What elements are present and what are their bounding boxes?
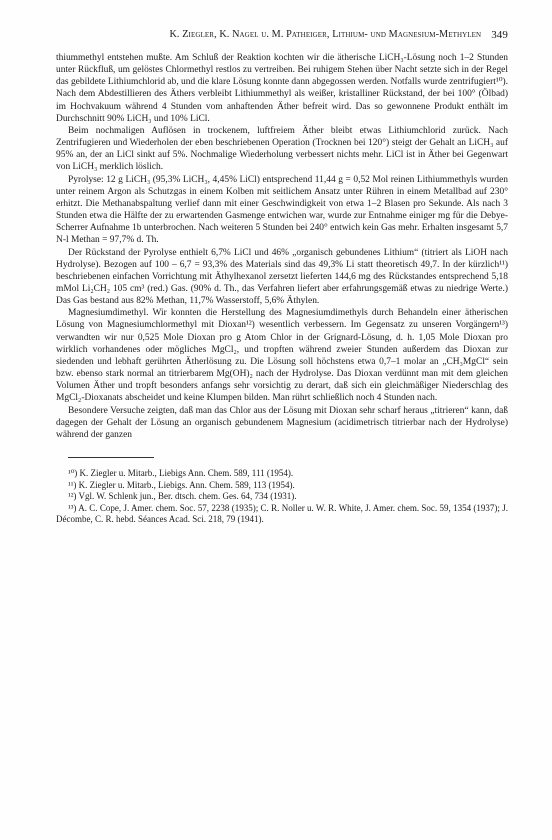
running-header [56, 28, 508, 42]
footnotes [56, 468, 508, 526]
footnote: ¹²) Vgl. W. Schlenk jun., Ber. dtsch. chem. Ges. 64, 734 (1931). [68, 491, 297, 502]
footnote: ¹³) A. C. Cope, J. Amer. chem. Soc. 57, 2238 (1935); C. R. Noller u. W. R. White, J. Amer. chem. Soc. 59, 1354 (1937); J. Décombe, C. R. hebd. Séances Acad. Sci. 218, 79 (1941). [56, 502, 508, 525]
running-title: K. Ziegler, K. Nagel u. M. Patheiger, Lithium- und Magnesium-Methylen [169, 29, 482, 40]
article-body [56, 52, 508, 441]
paragraph: Beim nochmaligen Auflösen in trockenem, luftfreiem Äther bleibt etwas Lithiumchlorid zurück. Nach Zentrifugieren und Wiederholen der eben beschriebenen Operation (Trocknen bei 120°) steigt der Gehalt an LiCH₃ auf 95% an, der an LiCl sinkt auf 5%. Nochmalige Wiederholung verbessert nichts mehr. LiCl ist in Äther bei Gegenwart von LiCH₃ merklich löslich. [56, 125, 508, 173]
paragraph: Der Rückstand der Pyrolyse enthielt 6,7% LiCl und 46% „organisch gebundenes Lithium“ (titriert als LiOH nach Hydrolyse). Bezogen auf 100 – 6,7 = 93,3% des Materials sind das 49,3% Li statt theoretisch 49,7. In der kürzlich¹¹) beschriebenen einfachen Vorrichtung mit Äthylhexanol zersetzt lieferten 144,6 mg des Rückstandes entsprechend 5,18 mMol Li₂CH₂ 105 cm³ (red.) Gas. (90% d. Th., das Verfahren liefert aber erfahrungsgemäß etwas zu niedrige Werte.) Das Gas bestand aus 82% Methan, 11,7% Wasserstoff, 5,6% Äthylen. [56, 247, 508, 307]
footnote: ¹¹) K. Ziegler u. Mitarb., Liebigs. Ann. Chem. 589, 113 (1954). [68, 479, 295, 490]
paragraph: Besondere Versuche zeigten, daß man das Chlor aus der Lösung mit Dioxan sehr scharf heraus „titrieren“ kann, daß dagegen der Gehalt der Lösung an organisch gebundenem Magnesium (acidimetrisch titrierbar nach der Hydrolyse) während der ganzen [56, 405, 508, 440]
footnote-divider [68, 457, 154, 458]
paragraph-pyrolyse: Pyrolyse: 12 g LiCH₃ (95,3% LiCH₃, 4,45% LiCl) entsprechend 11,44 g = 0,52 Mol reinen Lithiummethyls wurden unter reinem Argon als Schutzgas in einem Kolben mit seitlichem Ansatz unter Rühren in einem Metallbad auf 230° erhitzt. Die Methanabspaltung verlief dann mit einer Geschwindigkeit von etwa 1–2 Blasen pro Sekunde. Als nach 3 Stunden etwa die Hälfte der zu erwartenden Gasmenge entwichen war, wurde zur Entnahme einiger mg für die Debye-Scherrer Aufnahme 1b unterbrochen. Nach weiteren 5 Stunden bei 240° entwich kein Gas mehr. Erhalten insgesamt 5,7 N-l Methan = 97,7% d. Th. [56, 174, 508, 246]
paragraph-magnesiumdimethyl: Magnesiumdimethyl. Wir konnten die Herstellung des Magnesiumdimethyls durch Behandeln einer ätherischen Lösung von Magnesiumchlormethyl mit Dioxan¹²) wesentlich verbessern. Im Gegensatz zu unseren Vorgängern¹³) verwandten wir nur 0,525 Mole Dioxan pro g Atom Chlor in der Grignard-Lösung, d. h. 1,05 Mole Dioxan pro wirklich vorhandenes oder mögliches MgCl₂, und tropften während zweier Stunden außerdem das Dioxan zur siedenden und lebhaft gerührten Ätherlösung zu. Die Lösung soll höchstens etwa 0,7–1 molar an „CH₃MgCl“ sein bzw. ebenso stark normal an titrierbarem Mg(OH)₂ nach der Hydrolyse. Das Dioxan verdünnt man mit dem gleichen Volumen Äther und tropft besonders anfangs sehr vorsichtig zu derart, daß sich ein gleichmäßiger Niederschlag des MgCl₂-Dioxanats abscheidet und keine Klumpen bilden. Man rührt schließlich noch 4 Stunden nach. [56, 308, 508, 404]
page-number: 349 [491, 29, 508, 41]
paragraph: thiummethyl entstehen mußte. Am Schluß der Reaktion kochten wir die ätherische LiCH₃-Lösung noch 1–2 Stunden unter Rückfluß, um gelöstes Chlormethyl restlos zu vertreiben. Bei ruhigem Stehen über Nacht setzte sich in der Regel das gebildete Lithiumchlorid ab, und die klare Lösung konnte dann abgegossen werden. Notfalls wurde zentrifugiert¹⁰). Nach dem Abdestillieren des Äthers verbleibt Lithiummethyl als weißer, kristalliner Rückstand, der bei 100° (Ölbad) im Hochvakuum während 4 Stunden vom anhaftenden Äther befreit wird. Das so gewonnene Produkt enthält im Durchschnitt 90% LiCH₃ und 10% LiCl. [56, 53, 508, 124]
footnote: ¹⁰) K. Ziegler u. Mitarb., Liebigs Ann. Chem. 589, 111 (1954). [68, 468, 294, 478]
